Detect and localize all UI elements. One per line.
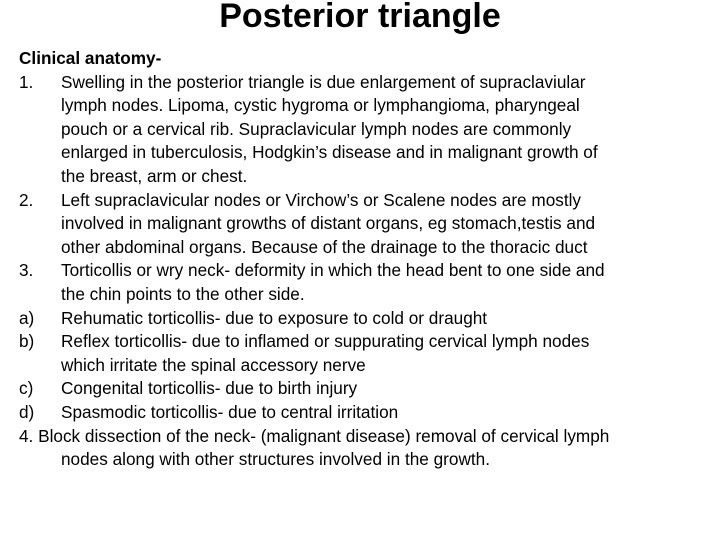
list-item-text: Reflex torticollis- due to inflamed or suppurating cervical lymph nodes which irritate the spinal accessory nerve xyxy=(61,331,590,375)
list-item-3d xyxy=(19,401,717,425)
list-marker: 1. xyxy=(19,71,34,92)
list-marker: a) xyxy=(19,307,35,328)
list-item-text: Congenital torticollis- due to birth injury xyxy=(61,378,358,399)
list-marker: 2. xyxy=(19,189,34,210)
list-item-3a xyxy=(19,307,717,331)
list-item-3 xyxy=(19,259,717,306)
list-item-text: Swelling in the posterior triangle is due enlargement of supraclaviular lymph nodes. Lipoma, cystic hygroma or lymphangioma, pharyngeal pouch or a cervical rib. Supraclavicular lymph nodes are commonly enlarged in tuberculosis, Hodgkin’s disease and in malignant growth of the breast, arm or chest. xyxy=(61,71,598,186)
list-item-1 xyxy=(19,71,717,189)
list-item-2 xyxy=(19,189,717,260)
list-item-text: Torticollis or wry neck- deformity in which the head bent to one side and the chin points to the other side. xyxy=(61,260,605,304)
list-marker: c) xyxy=(19,378,34,399)
list-marker: 3. xyxy=(19,260,34,281)
list-item-4: 4. Block dissection of the neck- (malignant disease) removal of cervical lymph nodes along with other structures involved in the growth. xyxy=(19,425,610,470)
list-item-text: Rehumatic torticollis- due to exposure to cold or draught xyxy=(61,307,488,328)
document-body xyxy=(19,47,717,472)
list-marker: d) xyxy=(19,401,35,422)
list-item-3c xyxy=(19,377,717,401)
list-marker: b) xyxy=(19,331,35,352)
page-title: Posterior triangle xyxy=(219,0,501,35)
list-item-text: Spasmodic torticollis- due to central irritation xyxy=(61,401,399,422)
section-heading: Clinical anatomy- xyxy=(19,48,162,68)
list-item-text: Left supraclavicular nodes or Virchow’s or Scalene nodes are mostly involved in malignant growths of distant organs, eg stomach,testis and other abdominal organs. Because of the drainage to the thoracic duct xyxy=(61,189,596,257)
list-item-3b xyxy=(19,330,717,377)
